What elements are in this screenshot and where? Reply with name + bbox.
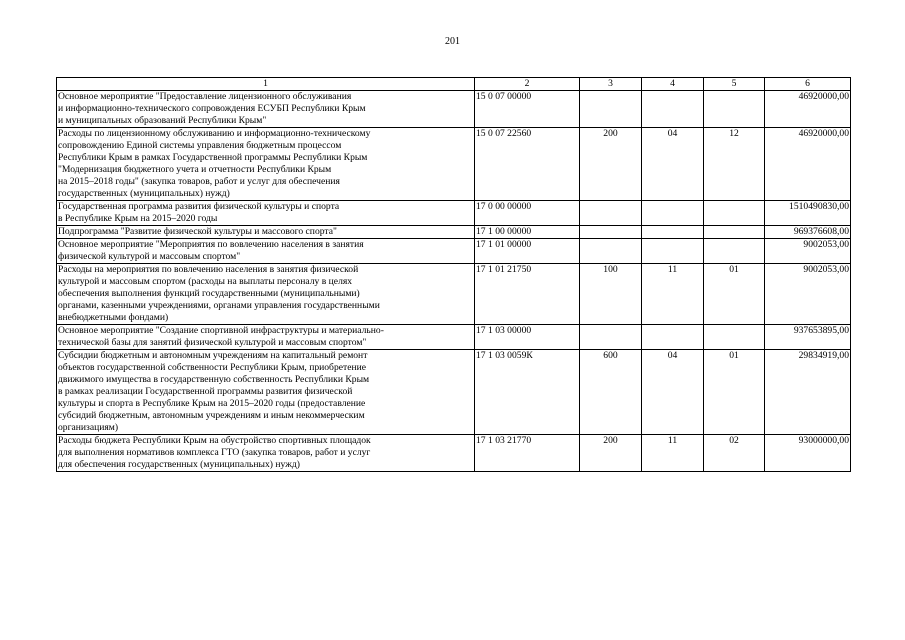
row-target-code: 17 1 03 00000 bbox=[475, 325, 580, 350]
row-name: Основное мероприятие "Создание спортивной инфраструктуры и материально- технической базы для занятий физической культурой и массовым спортом" bbox=[57, 325, 475, 350]
header-row bbox=[57, 78, 851, 91]
row-expense-type bbox=[580, 226, 642, 239]
row-subsection: 01 bbox=[704, 264, 765, 325]
header-cell: 5 bbox=[704, 78, 765, 91]
table-row bbox=[57, 128, 851, 201]
row-subsection: 12 bbox=[704, 128, 765, 201]
row-subsection: 01 bbox=[704, 350, 765, 435]
row-name: Основное мероприятие "Мероприятия по вовлечению населения в занятия физической культурой и массовым спортом" bbox=[57, 239, 475, 264]
row-amount: 1510490830,00 bbox=[765, 201, 851, 226]
row-subsection bbox=[704, 91, 765, 128]
row-section bbox=[642, 239, 704, 264]
row-amount: 9002053,00 bbox=[765, 239, 851, 264]
row-subsection bbox=[704, 325, 765, 350]
row-section: 04 bbox=[642, 128, 704, 201]
row-target-code: 17 0 00 00000 bbox=[475, 201, 580, 226]
row-expense-type: 200 bbox=[580, 128, 642, 201]
row-target-code: 15 0 07 00000 bbox=[475, 91, 580, 128]
row-section: 04 bbox=[642, 350, 704, 435]
row-expense-type: 200 bbox=[580, 435, 642, 472]
row-section bbox=[642, 91, 704, 128]
table-row bbox=[57, 350, 851, 435]
row-subsection bbox=[704, 239, 765, 264]
row-expense-type bbox=[580, 91, 642, 128]
row-name: Расходы на мероприятия по вовлечению населения в занятия физической культурой и массовым спортом (расходы на выплаты персоналу в целях обеспечения выполнения функций государственными (муниципальными) органами, казенными учреждениями, органами управления государственными внебюджетными фондами) bbox=[57, 264, 475, 325]
row-name: Расходы по лицензионному обслуживанию и информационно-техническому сопровождению Единой системы управления бюджетным процессом Республики Крым в рамках Государственной программы Республики Крым "Модернизация бюджетного учета и отчетности Республики Крым на 2015–2018 годы" (закупка товаров, работ и услуг для обеспечения государственных (муниципальных) нужд) bbox=[57, 128, 475, 201]
row-target-code: 17 1 03 0059К bbox=[475, 350, 580, 435]
header-cell: 1 bbox=[57, 78, 475, 91]
row-target-code: 15 0 07 22560 bbox=[475, 128, 580, 201]
header-cell: 6 bbox=[765, 78, 851, 91]
page-number: 201 bbox=[445, 36, 460, 47]
table-row bbox=[57, 325, 851, 350]
table-row bbox=[57, 91, 851, 128]
row-expense-type bbox=[580, 239, 642, 264]
table-row bbox=[57, 435, 851, 472]
row-section: 11 bbox=[642, 264, 704, 325]
header-cell: 3 bbox=[580, 78, 642, 91]
row-amount: 937653895,00 bbox=[765, 325, 851, 350]
row-name: Основное мероприятие "Предоставление лицензионного обслуживания и информационно-технического сопровождения ЕСУБП Республики Крым и муниципальных образований Республики Крым" bbox=[57, 91, 475, 128]
table-row bbox=[57, 239, 851, 264]
row-section bbox=[642, 226, 704, 239]
row-target-code: 17 1 00 00000 bbox=[475, 226, 580, 239]
table-row bbox=[57, 226, 851, 239]
table-row bbox=[57, 201, 851, 226]
row-section bbox=[642, 201, 704, 226]
row-amount: 46920000,00 bbox=[765, 128, 851, 201]
row-amount: 93000000,00 bbox=[765, 435, 851, 472]
row-expense-type: 100 bbox=[580, 264, 642, 325]
row-amount: 9002053,00 bbox=[765, 264, 851, 325]
row-name: Государственная программа развития физической культуры и спорта в Республике Крым на 2015–2020 годы bbox=[57, 201, 475, 226]
row-expense-type: 600 bbox=[580, 350, 642, 435]
budget-table bbox=[56, 77, 851, 472]
row-name: Подпрограмма "Развитие физической культуры и массового спорта" bbox=[57, 226, 475, 239]
row-name: Расходы бюджета Республики Крым на обустройство спортивных площадок для выполнения нормативов комплекса ГТО (закупка товаров, работ и услуг для обеспечения государственных (муниципальных) нужд) bbox=[57, 435, 475, 472]
row-target-code: 17 1 01 21750 bbox=[475, 264, 580, 325]
row-expense-type bbox=[580, 201, 642, 226]
row-subsection: 02 bbox=[704, 435, 765, 472]
header-cell: 4 bbox=[642, 78, 704, 91]
row-amount: 969376608,00 bbox=[765, 226, 851, 239]
row-amount: 46920000,00 bbox=[765, 91, 851, 128]
row-section bbox=[642, 325, 704, 350]
row-amount: 29834919,00 bbox=[765, 350, 851, 435]
row-section: 11 bbox=[642, 435, 704, 472]
row-subsection bbox=[704, 226, 765, 239]
row-subsection bbox=[704, 201, 765, 226]
row-expense-type bbox=[580, 325, 642, 350]
table-row bbox=[57, 264, 851, 325]
row-target-code: 17 1 03 21770 bbox=[475, 435, 580, 472]
header-cell: 2 bbox=[475, 78, 580, 91]
row-target-code: 17 1 01 00000 bbox=[475, 239, 580, 264]
row-name: Субсидии бюджетным и автономным учреждениям на капитальный ремонт объектов государственной собственности Республики Крым, приобретение движимого имущества в государственную собственность Республики Крым в рамках реализации Государственной программы развития физической культуры и спорта в Республике Крым на 2015–2020 годы (предоставление субсидий бюджетным, автономным учреждениям и иным некоммерческим организациям) bbox=[57, 350, 475, 435]
